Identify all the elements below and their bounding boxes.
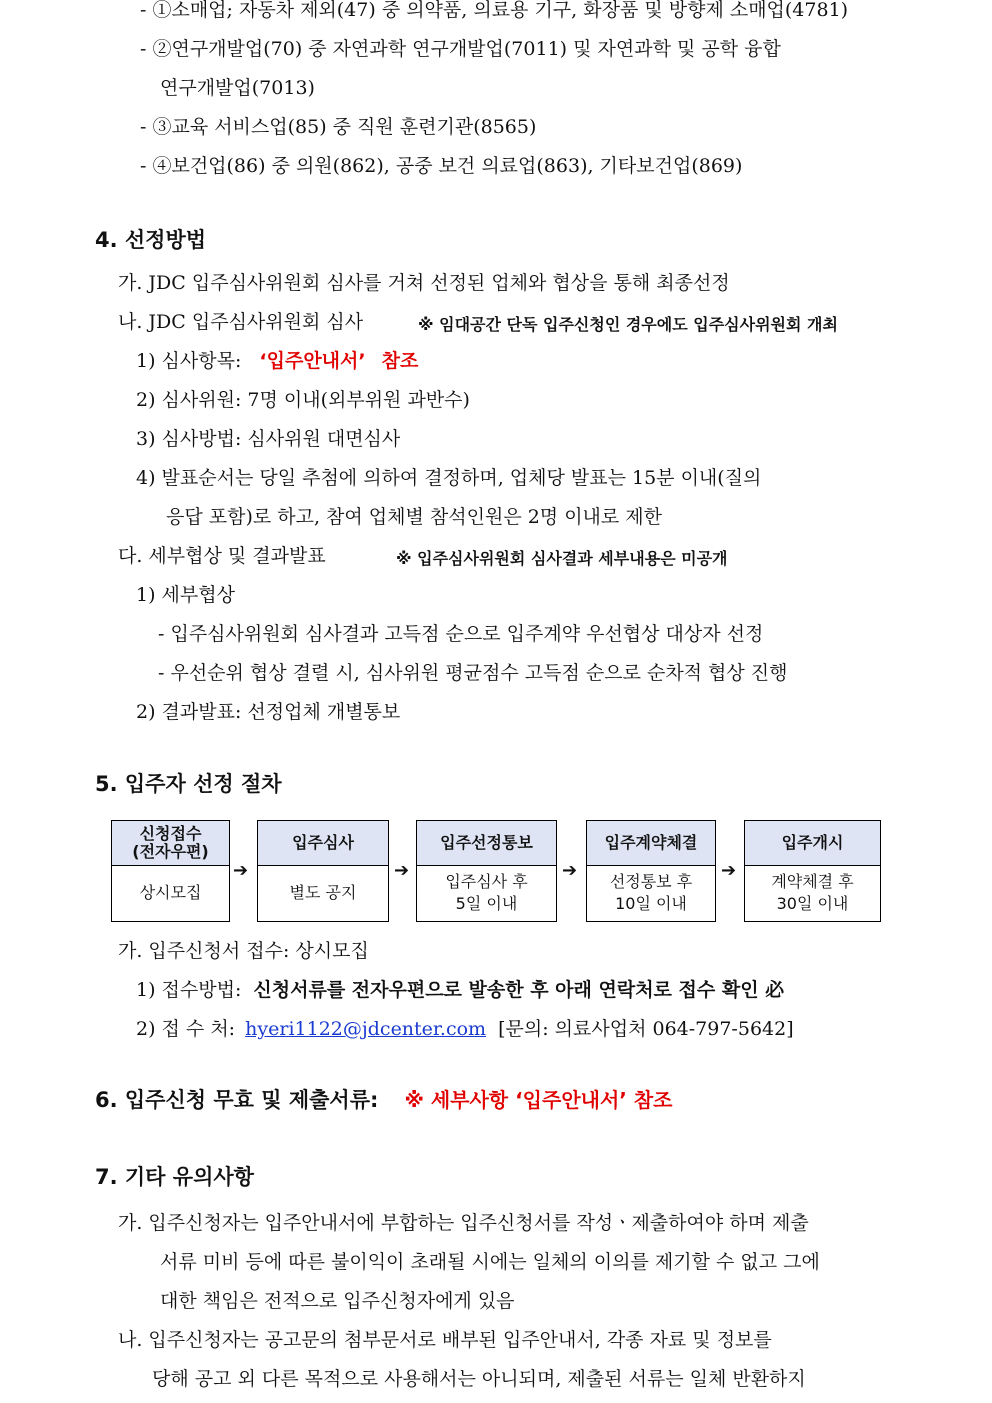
- s5-item-2-prefix: 2) 접 수 처:: [136, 1018, 236, 1040]
- flow-arrow-icon: ➔: [394, 860, 410, 881]
- s5-item-1-prefix: 1) 접수방법:: [136, 979, 242, 1001]
- s5-ga: 가. 입주신청서 접수: 상시모집: [118, 940, 369, 962]
- sector-item-2-cont: 연구개발업(7013): [160, 77, 315, 99]
- flow-step-contract-title: 입주계약체결: [604, 833, 698, 852]
- s4-da-1a: - 입주심사위원회 심사결과 고득점 순으로 입주계약 우선협상 대상자 선정: [158, 623, 764, 645]
- flow-step-notify: [416, 820, 557, 922]
- s4-na-note: ※ 임대공간 단독 입주신청인 경우에도 입주심사위원회 개최: [418, 315, 838, 334]
- flow-step-notify-desc-2: 5일 이내: [455, 893, 518, 913]
- s4-ga: 가. JDC 입주심사위원회 심사를 거쳐 선정된 업체와 협상을 통해 최종선정: [118, 272, 730, 294]
- flow-step-movein-title: 입주개시: [781, 833, 844, 852]
- s5-item-1: [136, 978, 784, 1002]
- flow-step-movein: [744, 820, 881, 922]
- s5-item-2-suffix: [문의: 의료사업처 064-797-5642]: [498, 1018, 794, 1040]
- section-4-title: 4. 선정방법: [95, 228, 207, 252]
- section-6-title: 6. 입주신청 무효 및 제출서류:: [95, 1088, 379, 1112]
- sector-item-3: - ③교육 서비스업(85) 중 직원 훈련기관(8565): [140, 116, 537, 138]
- s7-ga-3: 대한 책임은 전적으로 입주신청자에게 있음: [160, 1290, 515, 1312]
- s4-da-1: 1) 세부협상: [136, 584, 235, 606]
- flow-step-notify-desc: 입주심사 후: [445, 871, 528, 891]
- s4-na: 나. JDC 입주심사위원회 심사: [118, 311, 364, 333]
- s4-item-1-ref: ‘입주안내서’: [259, 350, 366, 372]
- s4-item-2: 2) 심사위원: 7명 이내(외부위원 과반수): [136, 389, 470, 411]
- flow-arrow-icon: ➔: [721, 860, 737, 881]
- flow-step-review-title: 입주심사: [292, 833, 354, 852]
- flow-step-contract: [586, 820, 716, 922]
- s4-da-note: ※ 입주심사위원회 심사결과 세부내용은 미공개: [396, 549, 728, 568]
- s4-item-4a: 4) 발표순서는 당일 추첨에 의하여 결정하며, 업체당 발표는 15분 이내(질의: [136, 467, 762, 489]
- s4-item-1-prefix: 1) 심사항목:: [136, 350, 242, 372]
- flow-step-notify-title: 입주선정통보: [440, 833, 533, 852]
- flow-step-apply-desc: 상시모집: [139, 882, 202, 902]
- section-6-heading: [95, 1088, 673, 1113]
- contact-email-link[interactable]: hyeri1122@jdcenter.com: [245, 1018, 487, 1040]
- s4-item-4b: 응답 포함)로 하고, 참여 업체별 참석인원은 2명 이내로 제한: [166, 506, 663, 528]
- s4-item-3: 3) 심사방법: 심사위원 대면심사: [136, 428, 401, 450]
- flow-step-review: [257, 820, 389, 922]
- flow-arrow-icon: ➔: [233, 860, 249, 881]
- s5-item-1-bold: 신청서류를 전자우편으로 발송한 후 아래 연락처로 접수 확인 必: [253, 979, 785, 1001]
- flow-step-contract-desc-2: 10일 이내: [615, 893, 687, 913]
- s4-item-1-suffix: 참조: [381, 350, 419, 372]
- flow-step-review-desc: 별도 공지: [289, 882, 357, 902]
- s4-da-2: 2) 결과발표: 선정업체 개별통보: [136, 701, 401, 723]
- sector-item-2: - ②연구개발업(70) 중 자연과학 연구개발업(7011) 및 자연과학 및 공학 융합: [140, 38, 781, 60]
- flow-step-apply-title: 신청접수: [139, 824, 202, 843]
- flow-step-apply: [111, 820, 230, 922]
- s5-item-2: [136, 1017, 794, 1041]
- section-6-note: ※ 세부사항 ‘입주안내서’ 참조: [404, 1088, 673, 1112]
- flow-arrow-icon: ➔: [562, 860, 578, 881]
- flow-step-apply-subtitle: (전자우편): [132, 842, 209, 861]
- s7-ga-1: 가. 입주신청자는 입주안내서에 부합하는 입주신청서를 작성ㆍ제출하여야 하며 제출: [118, 1212, 809, 1234]
- flow-step-movein-desc-2: 30일 이내: [776, 893, 849, 913]
- sector-item-1: - ①소매업; 자동차 제외(47) 중 의약품, 의료용 기구, 화장품 및 방향제 소매업(4781): [140, 0, 849, 21]
- flow-step-contract-desc: 선정통보 후: [609, 871, 693, 891]
- s7-ga-2: 서류 미비 등에 따른 불이익이 초래될 시에는 일체의 이의를 제기할 수 없고 그에: [160, 1251, 820, 1273]
- s4-da-1b: - 우선순위 협상 결렬 시, 심사위원 평균점수 고득점 순으로 순차적 협상 진행: [158, 662, 788, 684]
- sector-item-4: - ④보건업(86) 중 의원(862), 공중 보건 의료업(863), 기타보건업(869): [140, 155, 743, 177]
- s7-na-1: 나. 입주신청자는 공고문의 첨부문서로 배부된 입주안내서, 각종 자료 및 정보를: [118, 1329, 772, 1351]
- s7-na-2: 당해 공고 외 다른 목적으로 사용해서는 아니되며, 제출된 서류는 일체 반환하지: [152, 1368, 806, 1390]
- flow-step-movein-desc: 계약체결 후: [771, 871, 854, 891]
- s4-item-1: [136, 349, 418, 373]
- section-7-title: 7. 기타 유의사항: [95, 1165, 254, 1189]
- s4-da: 다. 세부협상 및 결과발표: [118, 545, 326, 567]
- section-5-title: 5. 입주자 선정 절차: [95, 772, 282, 796]
